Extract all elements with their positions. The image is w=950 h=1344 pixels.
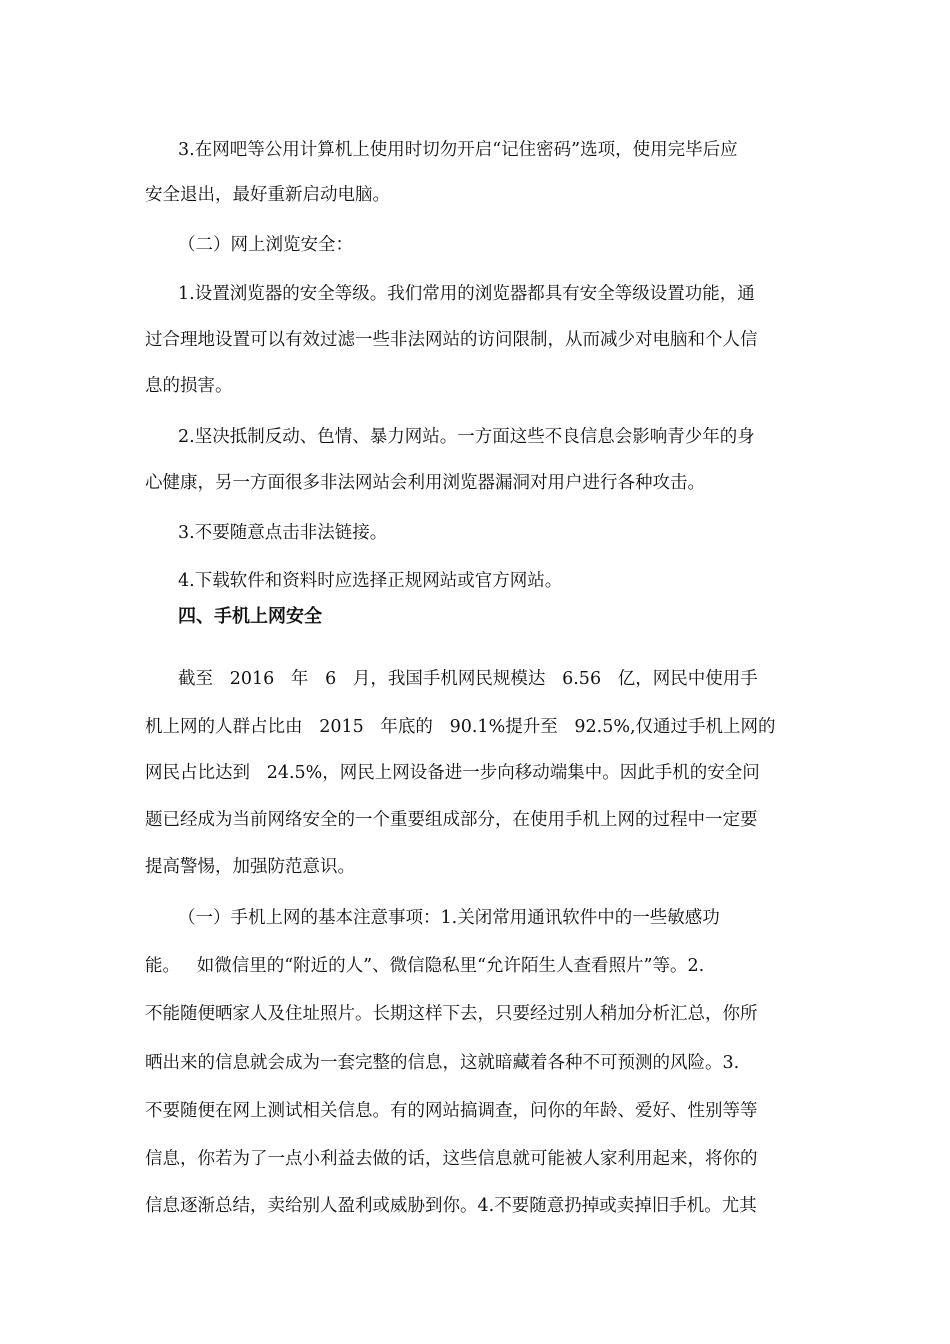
paragraph-line: 不能随便晒家人及住址照片。长期这样下去，只要经过别人稍加分析汇总，你所 (145, 1004, 758, 1024)
paragraph-line: 题已经成为当前网络安全的一个重要组成部分，在使用手机上网的过程中一定要 (145, 810, 758, 830)
paragraph-line: 1.设置浏览器的安全等级。我们常用的浏览器都具有安全等级设置功能，通 (178, 284, 755, 304)
paragraph-line: 安全退出，最好重新启动电脑。 (145, 185, 390, 205)
paragraph-line: 息的损害。 (145, 376, 233, 396)
paragraph-line: 4.下载软件和资料时应选择正规网站或官方网站。 (178, 571, 563, 591)
paragraph-line: 不要随便在网上测试相关信息。有的网站搞调查，问你的年龄、爱好、性别等等 (145, 1101, 758, 1121)
paragraph-line: 信息逐渐总结，卖给别人盈利或威胁到你。4.不要随意扔掉或卖掉旧手机。尤其 (145, 1196, 757, 1216)
paragraph-line: 心健康，另一方面很多非法网站会利用浏览器漏洞对用户进行各种攻击。 (145, 473, 705, 493)
paragraph-line: 提高警惕，加强防范意识。 (145, 857, 355, 877)
paragraph-line: 晒出来的信息就会成为一套完整的信息，这就暗藏着各种不可预测的风险。3. (145, 1053, 740, 1073)
paragraph-line: 3.在网吧等公用计算机上使用时切勿开启“记住密码”选项，使用完毕后应 (178, 140, 738, 160)
paragraph-line: 机上网的人群占比由 2015 年底的 90.1%提升至 92.5%,仅通过手机上网的 (145, 717, 776, 737)
paragraph-line: 网民占比达到 24.5%，网民上网设备进一步向移动端集中。因此手机的安全问 (145, 763, 760, 783)
section-heading: 四、手机上网安全 (178, 606, 322, 627)
paragraph-line: 截至 2016 年 6 月，我国手机网民规模达 6.56 亿，网民中使用手 (178, 669, 758, 689)
paragraph-line: 2.坚决抵制反动、色情、暴力网站。一方面这些不良信息会影响青少年的身 (178, 427, 755, 447)
section-subheading: （二）网上浏览安全： (178, 235, 353, 255)
paragraph-line: 3.不要随意点击非法链接。 (178, 523, 388, 543)
paragraph-line: 能。 如微信里的“附近的人”、微信隐私里“允许陌生人查看照片”等。2. (145, 956, 705, 976)
paragraph-line: 信息，你若为了一点小利益去做的话，这些信息就可能被人家利用起来，将你的 (145, 1149, 758, 1169)
paragraph-line: 过合理地设置可以有效过滤一些非法网站的访问限制，从而减少对电脑和个人信 (145, 330, 758, 350)
paragraph-line: （一）手机上网的基本注意事项：1.关闭常用通讯软件中的一些敏感功 (178, 908, 720, 928)
